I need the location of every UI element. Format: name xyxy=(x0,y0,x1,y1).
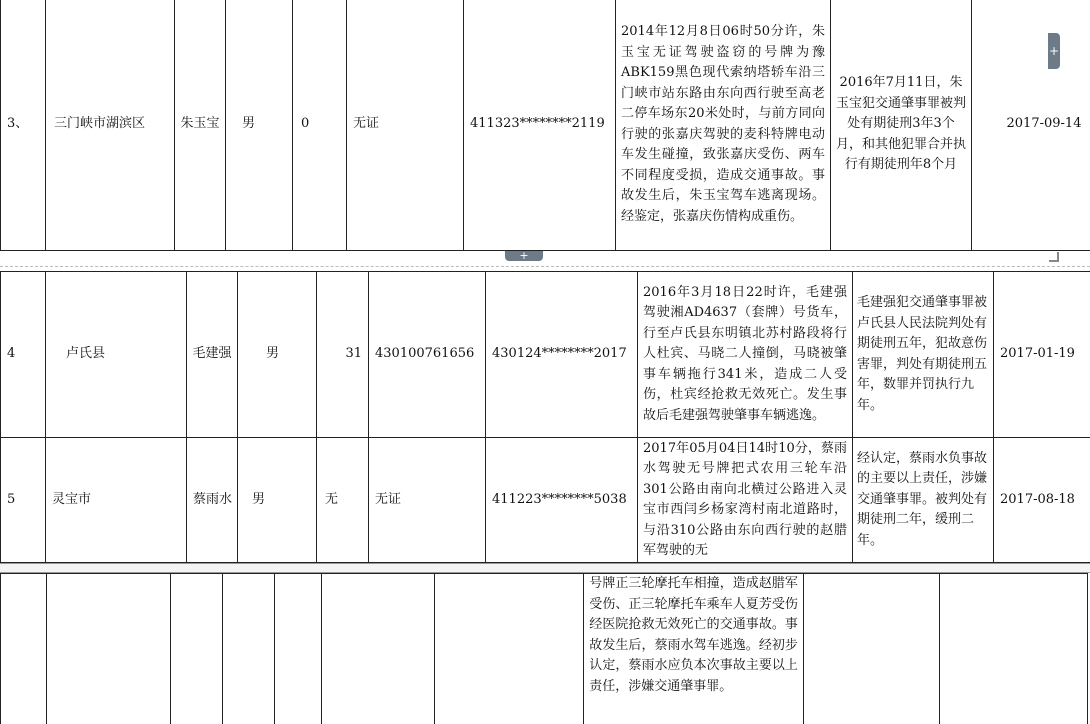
sex-cell: 男 xyxy=(226,0,293,251)
table-resize-handle[interactable] xyxy=(1049,252,1059,262)
result-cell: 2016年7月11日，朱玉宝犯交通肇事罪被判处有期徒刑3年3个月，和其他犯罪合并执行有期徒刑年8个月 xyxy=(831,0,972,251)
sex-cell: 男 xyxy=(238,272,317,438)
age-cell: 无 xyxy=(317,438,369,563)
area-cell: 三门峡市湖滨区 xyxy=(46,0,175,251)
row-number: 5 xyxy=(1,438,46,563)
name-cell: 朱玉宝 xyxy=(175,0,226,251)
license-cell: 430100761656 xyxy=(369,272,486,438)
row-number xyxy=(1,574,47,724)
row-number: 3、 xyxy=(1,0,46,251)
page-separator xyxy=(0,266,1090,267)
row-number: 4 xyxy=(1,272,46,438)
age-cell xyxy=(274,574,321,724)
area-cell xyxy=(46,574,170,724)
table-row xyxy=(1,0,1090,251)
description-cell: 号牌正三轮摩托车相撞，造成赵腊军受伤、正三轮摩托车乘车人夏芳受伤经医院抢救无效死亡的交通事故。事故发生后，蔡雨水驾车逃逸。经初步认定，蔡雨水应负本次事故主要以上责任，涉嫌交通肇事罪。 xyxy=(584,574,804,724)
sex-cell: 男 xyxy=(238,438,317,563)
description-cell: 2014年12月8日06时50分许，朱玉宝无证驾驶盗窃的号牌为豫ABK159黑色现代索纳塔轿车沿三门峡市站东路由东向西行驶至高老二停车场东20米处时，与前方同向行驶的张嘉庆驾驶的麦科特牌电动车发生碰撞，致张嘉庆受伤、两车不同程度受损，造成交通事故。事故发生后，朱玉宝驾车逃离现场。经鉴定，张嘉庆伤情构成重伤。 xyxy=(616,0,831,251)
description-cell: 2016年3月18日22时许，毛建强驾驶湘AD4637（套牌）号货车，行至卢氏县东明镇北苏村路段将行人杜宾、马晓二人撞倒，马晓被肇事车辆拖行341米，造成二人受伤，杜宾经抢救无效死亡。发生事故后毛建强驾驶肇事车辆逃逸。 xyxy=(638,272,853,438)
sex-cell xyxy=(222,574,274,724)
table-row xyxy=(1,438,1090,563)
area-cell: 卢氏县 xyxy=(46,272,187,438)
record-table-continuation xyxy=(0,573,1088,724)
license-cell: 无证 xyxy=(347,0,464,251)
license-cell: 无证 xyxy=(369,438,486,563)
name-cell xyxy=(170,574,222,724)
result-cell: 经认定，蔡雨水负事故的主要以上责任，涉嫌交通肇事罪。被判处有期徒刑二年，缓刑二年。 xyxy=(853,438,994,563)
expand-table-right-button[interactable] xyxy=(1048,33,1060,69)
id-cell: 430124********2017 xyxy=(486,272,638,438)
date-cell: 2017-09-14 xyxy=(972,0,1090,251)
plus-icon: + xyxy=(1048,44,1060,58)
description-cell: 2017年05月04日14时10分，蔡雨水驾驶无号牌把式农用三轮车沿301公路由南向北横过公路进入灵宝市西闫乡杨家湾村南北道路时，与沿310公路由东向西行驶的赵腊军驾驶的无 xyxy=(638,438,853,563)
result-cell: 毛建强犯交通肇事罪被卢氏县人民法院判处有期徒刑五年，犯故意伤害罪，判处有期徒刑五年，数罪并罚执行九年。 xyxy=(853,272,994,438)
age-cell: 0 xyxy=(293,0,347,251)
date-cell: 2017-08-18 xyxy=(994,438,1090,563)
id-cell: 411323********2119 xyxy=(464,0,616,251)
license-cell xyxy=(321,574,434,724)
record-table-rows-4-5 xyxy=(0,271,1090,563)
result-cell xyxy=(803,574,939,724)
record-table-row-3 xyxy=(0,0,1090,251)
age-cell: 31 xyxy=(317,272,369,438)
date-cell xyxy=(939,574,1087,724)
id-cell: 411223********5038 xyxy=(486,438,638,563)
name-cell: 毛建强 xyxy=(187,272,238,438)
name-cell: 蔡雨水 xyxy=(187,438,238,563)
plus-icon: + xyxy=(519,249,529,262)
id-cell xyxy=(435,574,584,724)
expand-table-bottom-button[interactable] xyxy=(505,251,543,261)
table-row xyxy=(1,574,1088,724)
table-row xyxy=(1,272,1090,438)
area-cell: 灵宝市 xyxy=(46,438,187,563)
date-cell: 2017-01-19 xyxy=(994,272,1090,438)
page-break-gap xyxy=(0,563,1090,573)
